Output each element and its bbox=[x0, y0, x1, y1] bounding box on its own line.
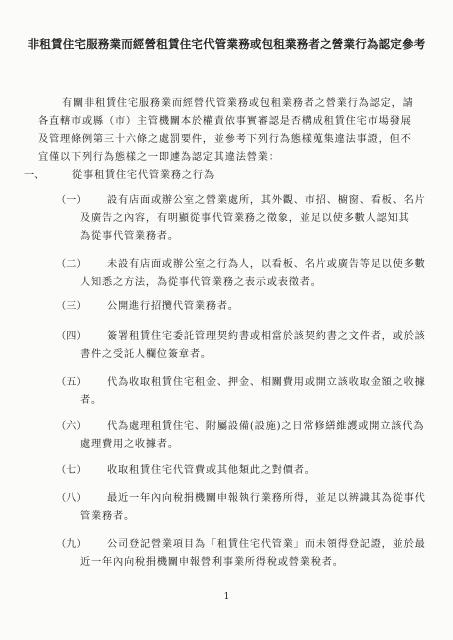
section-number: 一、 bbox=[24, 170, 45, 181]
document-title: 非租賃住宅服務業而經營租賃住宅代管業務或包租業務者之營業行為認定參考 bbox=[27, 37, 426, 51]
item-line: 人知悉之方法，為從事代管業務之表示或表徵者。 bbox=[80, 277, 322, 288]
item-line: 代為收取租賃住宅租金、押金、相關費用或開立該收取金額之收據 bbox=[107, 377, 426, 388]
item-line: 及廣告之內容，有明顯從事代管業務之徵象，並足以使多數人認知其 bbox=[80, 213, 410, 224]
item-label: （六） bbox=[56, 421, 87, 432]
item-label: （九） bbox=[56, 539, 87, 550]
item-label: （七） bbox=[56, 465, 87, 476]
item-line: 為從事代管業務者。 bbox=[80, 231, 179, 242]
item-line: 簽署租賃住宅委託管理契約書或相當於該契約書之文件者，或於該 bbox=[107, 331, 426, 342]
item-line: 公司登記營業項目為「租賃住宅代管業」而未領得登記證，並於最 bbox=[107, 539, 426, 550]
item-line: 公開進行招攬代管業務者。 bbox=[107, 301, 239, 312]
item-line: 管業務者。 bbox=[80, 511, 135, 522]
item-line: 設有店面或辦公室之營業處所，其外觀、市招、櫥窗、看板、名片 bbox=[107, 195, 426, 206]
item-label: （一） bbox=[56, 195, 87, 206]
item-label: （八） bbox=[56, 493, 87, 504]
item-line: 處理費用之收據者。 bbox=[80, 439, 179, 450]
item-label: （二） bbox=[56, 259, 87, 270]
item-line: 近一年內向稅捐機關申報營利事業所得稅或營業稅者。 bbox=[80, 557, 344, 568]
section-heading: 從事租賃住宅代管業務之行為 bbox=[72, 170, 215, 181]
item-line: 代為處理租賃住宅、附屬設備(設施)之日常修繕維護或開立該代為 bbox=[107, 421, 425, 432]
intro-line: 有關非租賃住宅服務業而經營代管業務或包租業務者之營業行為認定，請 bbox=[62, 98, 414, 109]
item-line: 者。 bbox=[80, 395, 102, 406]
item-label: （四） bbox=[56, 331, 87, 342]
item-label: （五） bbox=[56, 377, 87, 388]
item-label: （三） bbox=[56, 301, 87, 312]
item-line: 最近一年內向稅捐機關申報執行業務所得，並足以辨識其為從事代 bbox=[107, 493, 426, 504]
intro-line: 各直轄市或縣（市）主管機關本於權責依事實審認是否構成租賃住宅市場發展 bbox=[38, 116, 412, 127]
item-line: 書件之受託人欄位簽章者。 bbox=[80, 349, 212, 360]
item-line: 收取租賃住宅代管費或其他類此之對價者。 bbox=[107, 465, 316, 476]
page-number: 1 bbox=[223, 592, 230, 602]
intro-line: 及管理條例第三十六條之處罰要件，並參考下列行為態樣蒐集違法事證，但不 bbox=[38, 134, 412, 145]
intro-line: 宜僅以下列行為態樣之一即遽為認定其違法營業： bbox=[38, 152, 280, 163]
item-line: 未設有店面或辦公室之行為人，以看板、名片或廣告等足以使多數 bbox=[107, 259, 426, 270]
